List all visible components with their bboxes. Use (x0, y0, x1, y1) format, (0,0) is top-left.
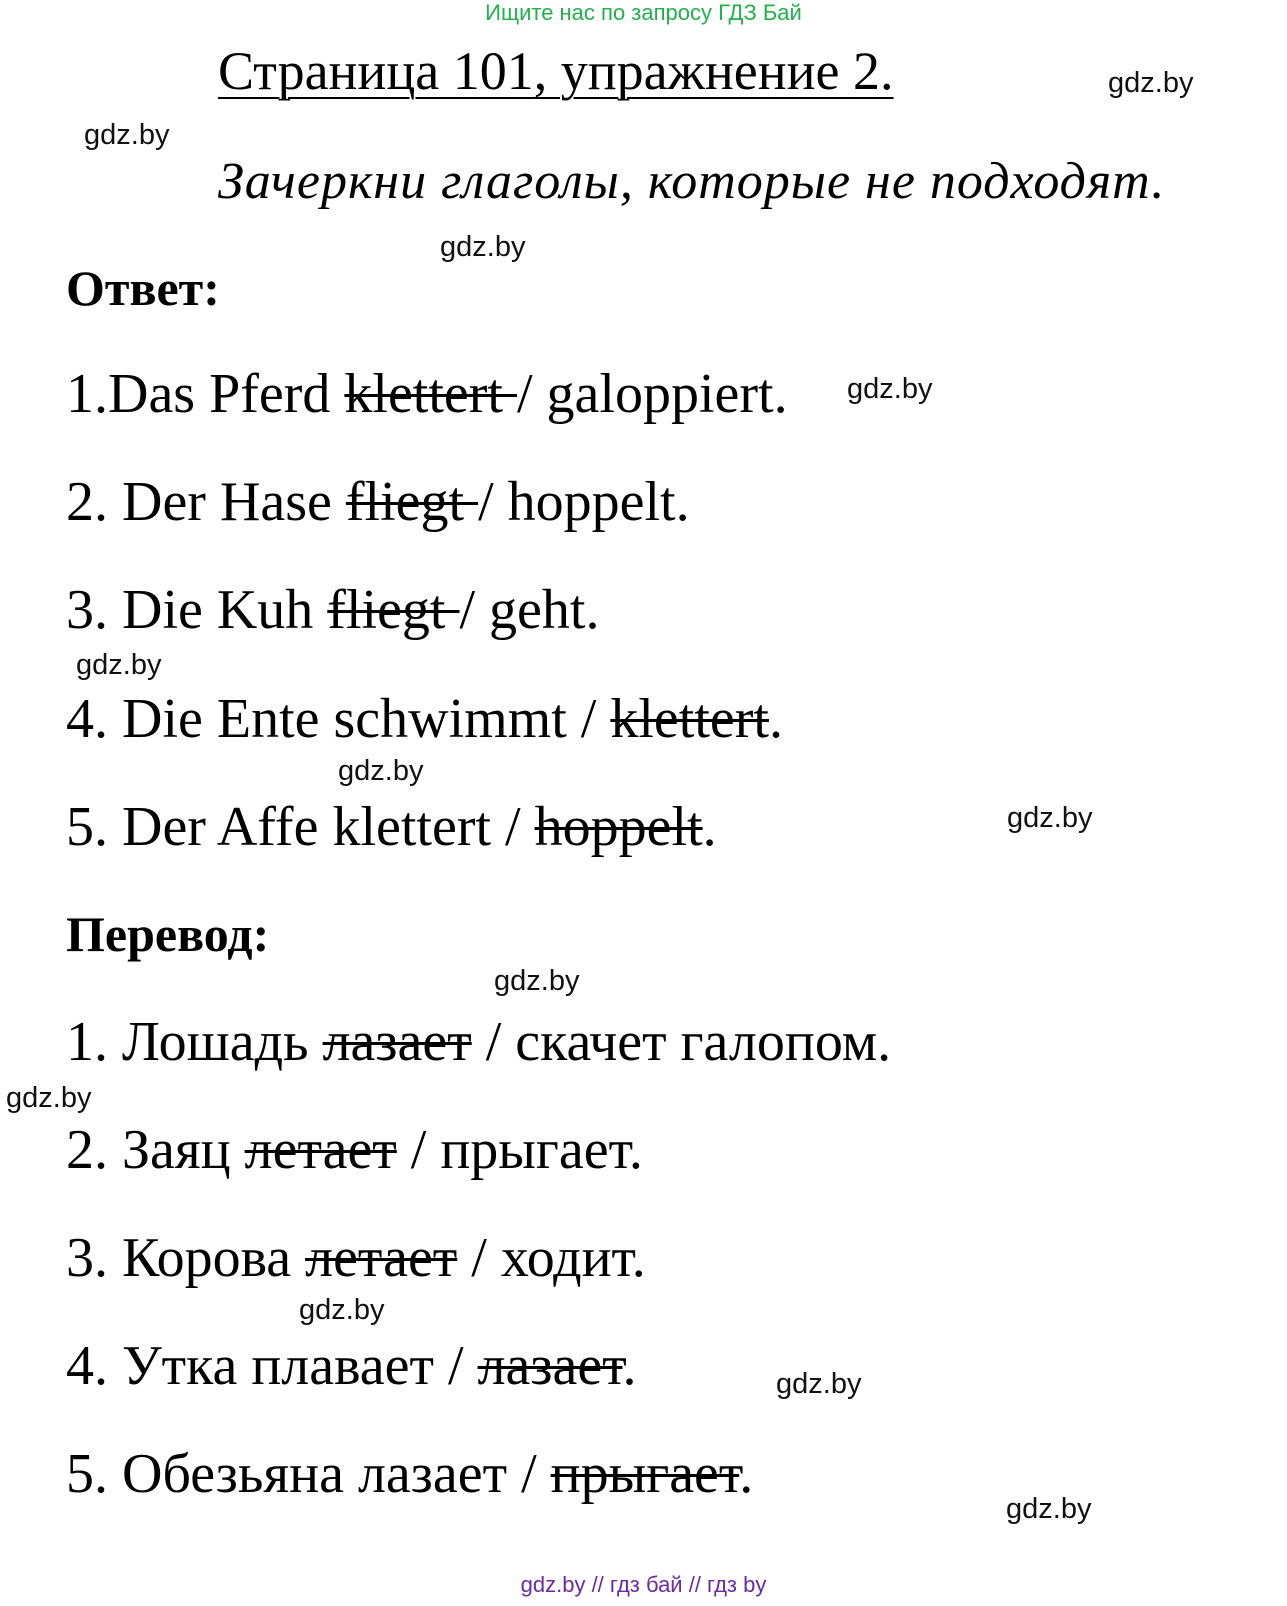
watermark: gdz.by (1007, 802, 1093, 834)
watermark: gdz.by (84, 119, 170, 151)
struck-verb: hoppelt (534, 796, 703, 858)
answer-line-3: 3. Die Kuh fliegt / geht. (66, 579, 600, 641)
struck-verb: klettert (344, 363, 517, 425)
task-instruction: Зачеркни глаголы, которые не подходят. (218, 153, 1166, 210)
translation-heading: Перевод: (66, 906, 270, 962)
watermark: gdz.by (1108, 67, 1194, 99)
struck-verb: летает (244, 1119, 397, 1181)
watermark: gdz.by (6, 1082, 92, 1114)
struck-verb: лазает (322, 1011, 472, 1073)
watermark: gdz.by (338, 755, 424, 787)
footer-links[interactable]: gdz.by // гдз бай // гдз by (520, 1572, 767, 1597)
watermark: gdz.by (76, 649, 162, 681)
translation-line-4: 4. Утка плавает / лазает. (66, 1335, 637, 1397)
translation-line-2: 2. Заяц летает / прыгает. (66, 1119, 643, 1181)
translation-line-5: 5. Обезьяна лазает / прыгает. (66, 1443, 754, 1505)
struck-verb: летает (305, 1227, 458, 1289)
translation-line-3: 3. Корова летает / ходит. (66, 1227, 646, 1289)
page-title: Страница 101, упражнение 2. (218, 41, 894, 101)
top-search-hint[interactable]: Ищите нас по запросу ГДЗ Бай (485, 0, 802, 25)
answer-heading: Ответ: (66, 260, 220, 316)
watermark: gdz.by (299, 1294, 385, 1326)
struck-verb: fliegt (345, 471, 479, 533)
watermark: gdz.by (1006, 1493, 1092, 1525)
struck-verb: лазает (477, 1335, 623, 1397)
watermark: gdz.by (440, 231, 526, 263)
watermark: gdz.by (847, 373, 933, 405)
struck-verb: klettert (610, 688, 769, 750)
struck-verb: прыгает (550, 1443, 740, 1505)
watermark: gdz.by (776, 1368, 862, 1400)
struck-verb: fliegt (327, 579, 460, 641)
answer-line-5: 5. Der Affe klettert / hoppelt. (66, 796, 717, 858)
answer-line-2: 2. Der Hase fliegt / hoppelt. (66, 471, 690, 533)
translation-line-1: 1. Лошадь лазает / скачет галопом. (66, 1011, 892, 1073)
watermark: gdz.by (494, 965, 580, 997)
answer-line-4: 4. Die Ente schwimmt / klettert. (66, 688, 783, 750)
answer-line-1: 1.Das Pferd klettert / galoppiert. (66, 363, 788, 425)
